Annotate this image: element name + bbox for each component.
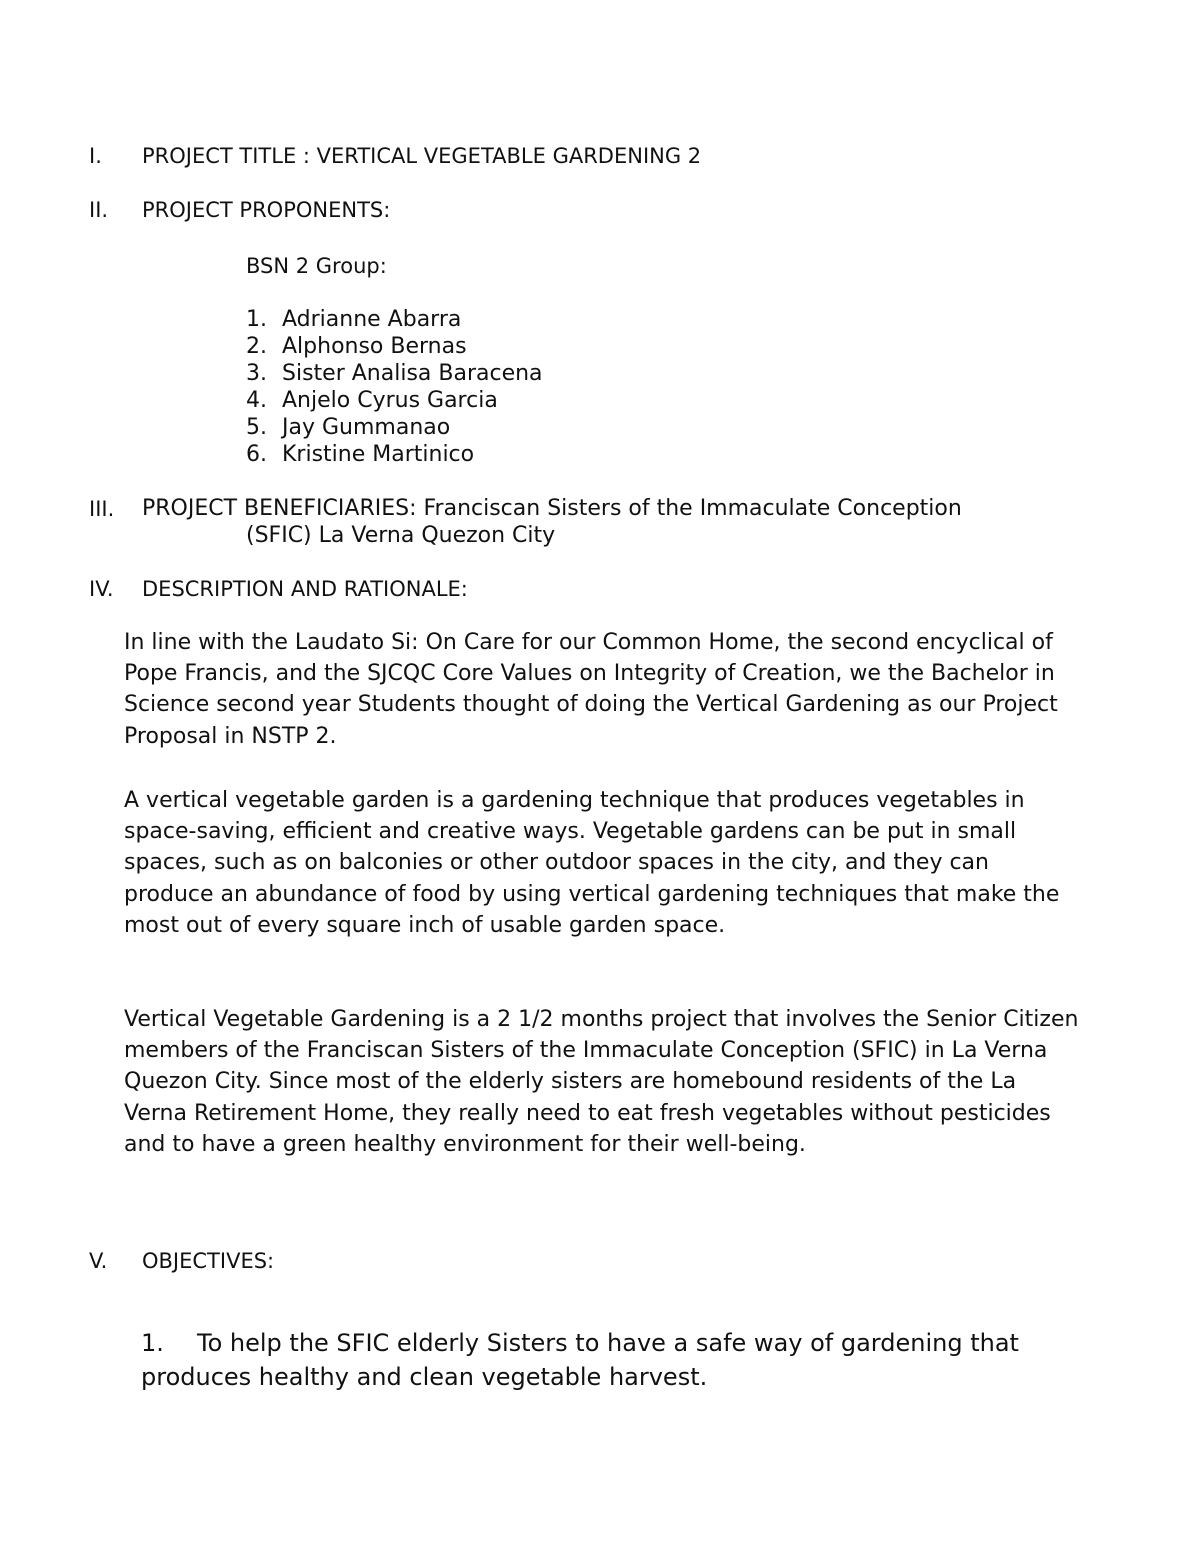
list-item-number: 2. xyxy=(246,334,267,359)
member-name: Anjelo Cyrus Garcia xyxy=(282,388,498,413)
section-number: II. xyxy=(89,198,109,222)
list-item-number: 6. xyxy=(246,442,267,467)
paragraph xyxy=(124,1004,1084,1160)
member-name: Jay Gummanao xyxy=(282,415,451,440)
paragraph-text: A vertical vegetable garden is a gardening technique that produces vegetables in space-saving, efficient and creative ways. Vegetable gardens can be put in small spaces, such as on balconies or other outdoor spaces in the city, and they can produce an abundance of food by using vertical gardening techniques that make the most out of every square inch of usable garden space. xyxy=(124,788,1060,938)
section-heading-continuation: (SFIC) La Verna Quezon City xyxy=(246,523,556,548)
paragraph xyxy=(124,627,1084,752)
objective-item xyxy=(141,1326,1041,1394)
section-heading: PROJECT BENEFICIARIES: Franciscan Sisters of the Immaculate Conception xyxy=(142,496,962,521)
paragraph-text: Vertical Vegetable Gardening is a 2 1/2 months project that involves the Senior Citizen members of the Franciscan Sisters of the Immaculate Conception (SFIC) in La Verna Quezon City. Since most of the elderly sisters are homebound residents of the La Verna Retirement Home, they really need to eat fresh vegetables without pesticides and to have a green healthy environment for their well-being. xyxy=(124,1007,1079,1157)
section-heading: OBJECTIVES: xyxy=(142,1249,275,1273)
section-number: V. xyxy=(89,1249,108,1273)
group-label: BSN 2 Group: xyxy=(246,254,387,278)
section-number: III. xyxy=(89,497,115,521)
list-item xyxy=(246,387,498,414)
paragraph-text: In line with the Laudato Si: On Care for our Common Home, the second encyclical of Pope Francis, and the SJCQC Core Values on Integrity of Creation, we the Bachelor in Science second year Students thought of doing the Vertical Gardening as our Project Proposal in NSTP 2. xyxy=(124,630,1058,749)
section-number: I. xyxy=(89,144,102,168)
list-item xyxy=(246,333,467,360)
objective-number: 1. xyxy=(141,1329,164,1357)
list-item-number: 5. xyxy=(246,415,267,440)
member-name: Adrianne Abarra xyxy=(282,307,462,332)
list-item xyxy=(246,414,450,441)
list-item-number: 3. xyxy=(246,361,267,386)
section-heading: PROJECT TITLE : VERTICAL VEGETABLE GARDENING 2 xyxy=(142,144,702,168)
member-name: Kristine Martinico xyxy=(282,442,475,467)
list-item-number: 1. xyxy=(246,307,267,332)
member-name: Sister Analisa Baracena xyxy=(282,361,543,386)
paragraph xyxy=(124,785,1084,941)
objective-text: To help the SFIC elderly Sisters to have a safe way of gardening that produces healthy and clean vegetable harvest. xyxy=(141,1329,1019,1391)
member-name: Alphonso Bernas xyxy=(282,334,467,359)
list-item xyxy=(246,360,543,387)
list-item-number: 4. xyxy=(246,388,267,413)
section-number: IV. xyxy=(89,577,114,601)
list-item xyxy=(246,306,461,333)
section-heading: DESCRIPTION AND RATIONALE: xyxy=(142,577,468,601)
section-heading: PROJECT PROPONENTS: xyxy=(142,198,391,222)
list-item xyxy=(246,441,474,468)
